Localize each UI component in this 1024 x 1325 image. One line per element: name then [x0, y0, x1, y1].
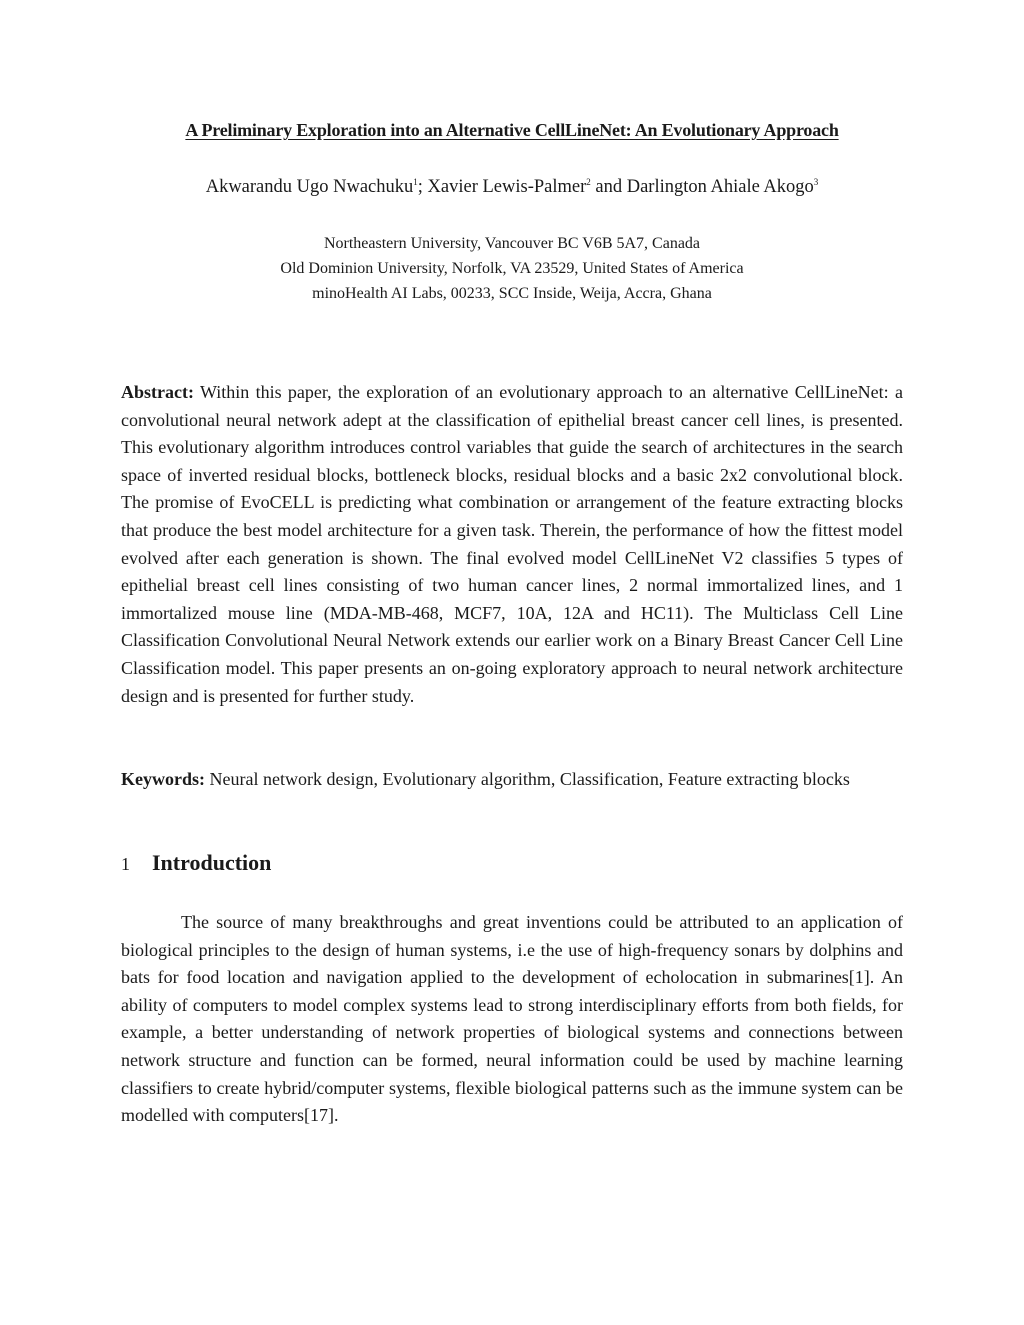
- affiliation: minoHealth AI Labs, 00233, SCC Inside, Weija, Accra, Ghana: [312, 285, 712, 302]
- author-name: Akwarandu Ugo Nwachuku: [205, 177, 414, 197]
- paper-title: A Preliminary Exploration into an Alternative CellLineNet: An Evolutionary Approach: [185, 120, 839, 140]
- author-separator: ;: [417, 177, 428, 197]
- author-list: [0, 177, 1024, 198]
- affiliation-list: [0, 231, 1024, 306]
- keywords: [121, 766, 903, 794]
- affiliation: Old Dominion University, Norfolk, VA 23529, United States of America: [280, 260, 744, 277]
- section-heading-introduction: [121, 850, 903, 876]
- introduction-paragraph: The source of many breakthroughs and great inventions could be attributed to an application of biological principles to the design of human systems, i.e the use of high-frequency sonars by dolphins and bats for food location and navigation applied to the development of echolocation in submarines[1]. An ability of computers to model complex systems lead to strong interdisciplinary efforts from both fields, for example, a better understanding of network properties of biological systems and connections between network structure and function can be formed, neural information could be used by machine learning classifiers to create hybrid/computer systems, flexible biological patterns such as the immune system can be modelled with computers[17].: [121, 912, 903, 1126]
- author-separator: and: [590, 177, 627, 197]
- affiliation-mark: 3: [813, 176, 819, 187]
- section-number: 1: [121, 854, 130, 874]
- author-name: Xavier Lewis-Palmer: [427, 177, 587, 197]
- keywords-text: Neural network design, Evolutionary algorithm, Classification, Feature extracting blocks: [209, 769, 850, 789]
- affiliation-mark: 1: [413, 176, 418, 187]
- abstract-label: Abstract:: [121, 382, 194, 402]
- author-name: Darlington Ahiale Akogo: [626, 177, 814, 197]
- keywords-label: Keywords:: [121, 769, 205, 789]
- abstract: [121, 379, 903, 710]
- section-title: Introduction: [152, 850, 272, 875]
- abstract-text: Within this paper, the exploration of an evolutionary approach to an alternative CellLineNet: a convolutional neural network adept at the classification of epithelial breast cancer cell lines, is presented. This evolutionary algorithm introduces control variables that guide the search of architectures in the search space of inverted residual blocks, bottleneck blocks, residual blocks and a basic 2x2 convolutional block. The promise of EvoCELL is predicting what combination or arrangement of the feature extracting blocks that produce the best model architecture for a given task. Therein, the performance of how the fittest model evolved after each generation is shown. The final evolved model CellLineNet V2 classifies 5 types of epithelial breast cell lines consisting of two human cancer lines, 2 normal immortalized lines, and 1 immortalized mouse line (MDA-MB-468, MCF7, 10A, 12A and HC11). The Multiclass Cell Line Classification Convolutional Neural Network extends our earlier work on a Binary Breast Cancer Cell Line Classification model. This paper presents an on-going exploratory approach to neural network architecture design and is presented for further study.: [121, 382, 903, 706]
- affiliation-mark: 2: [586, 176, 591, 187]
- affiliation: Northeastern University, Vancouver BC V6B 5A7, Canada: [323, 235, 701, 252]
